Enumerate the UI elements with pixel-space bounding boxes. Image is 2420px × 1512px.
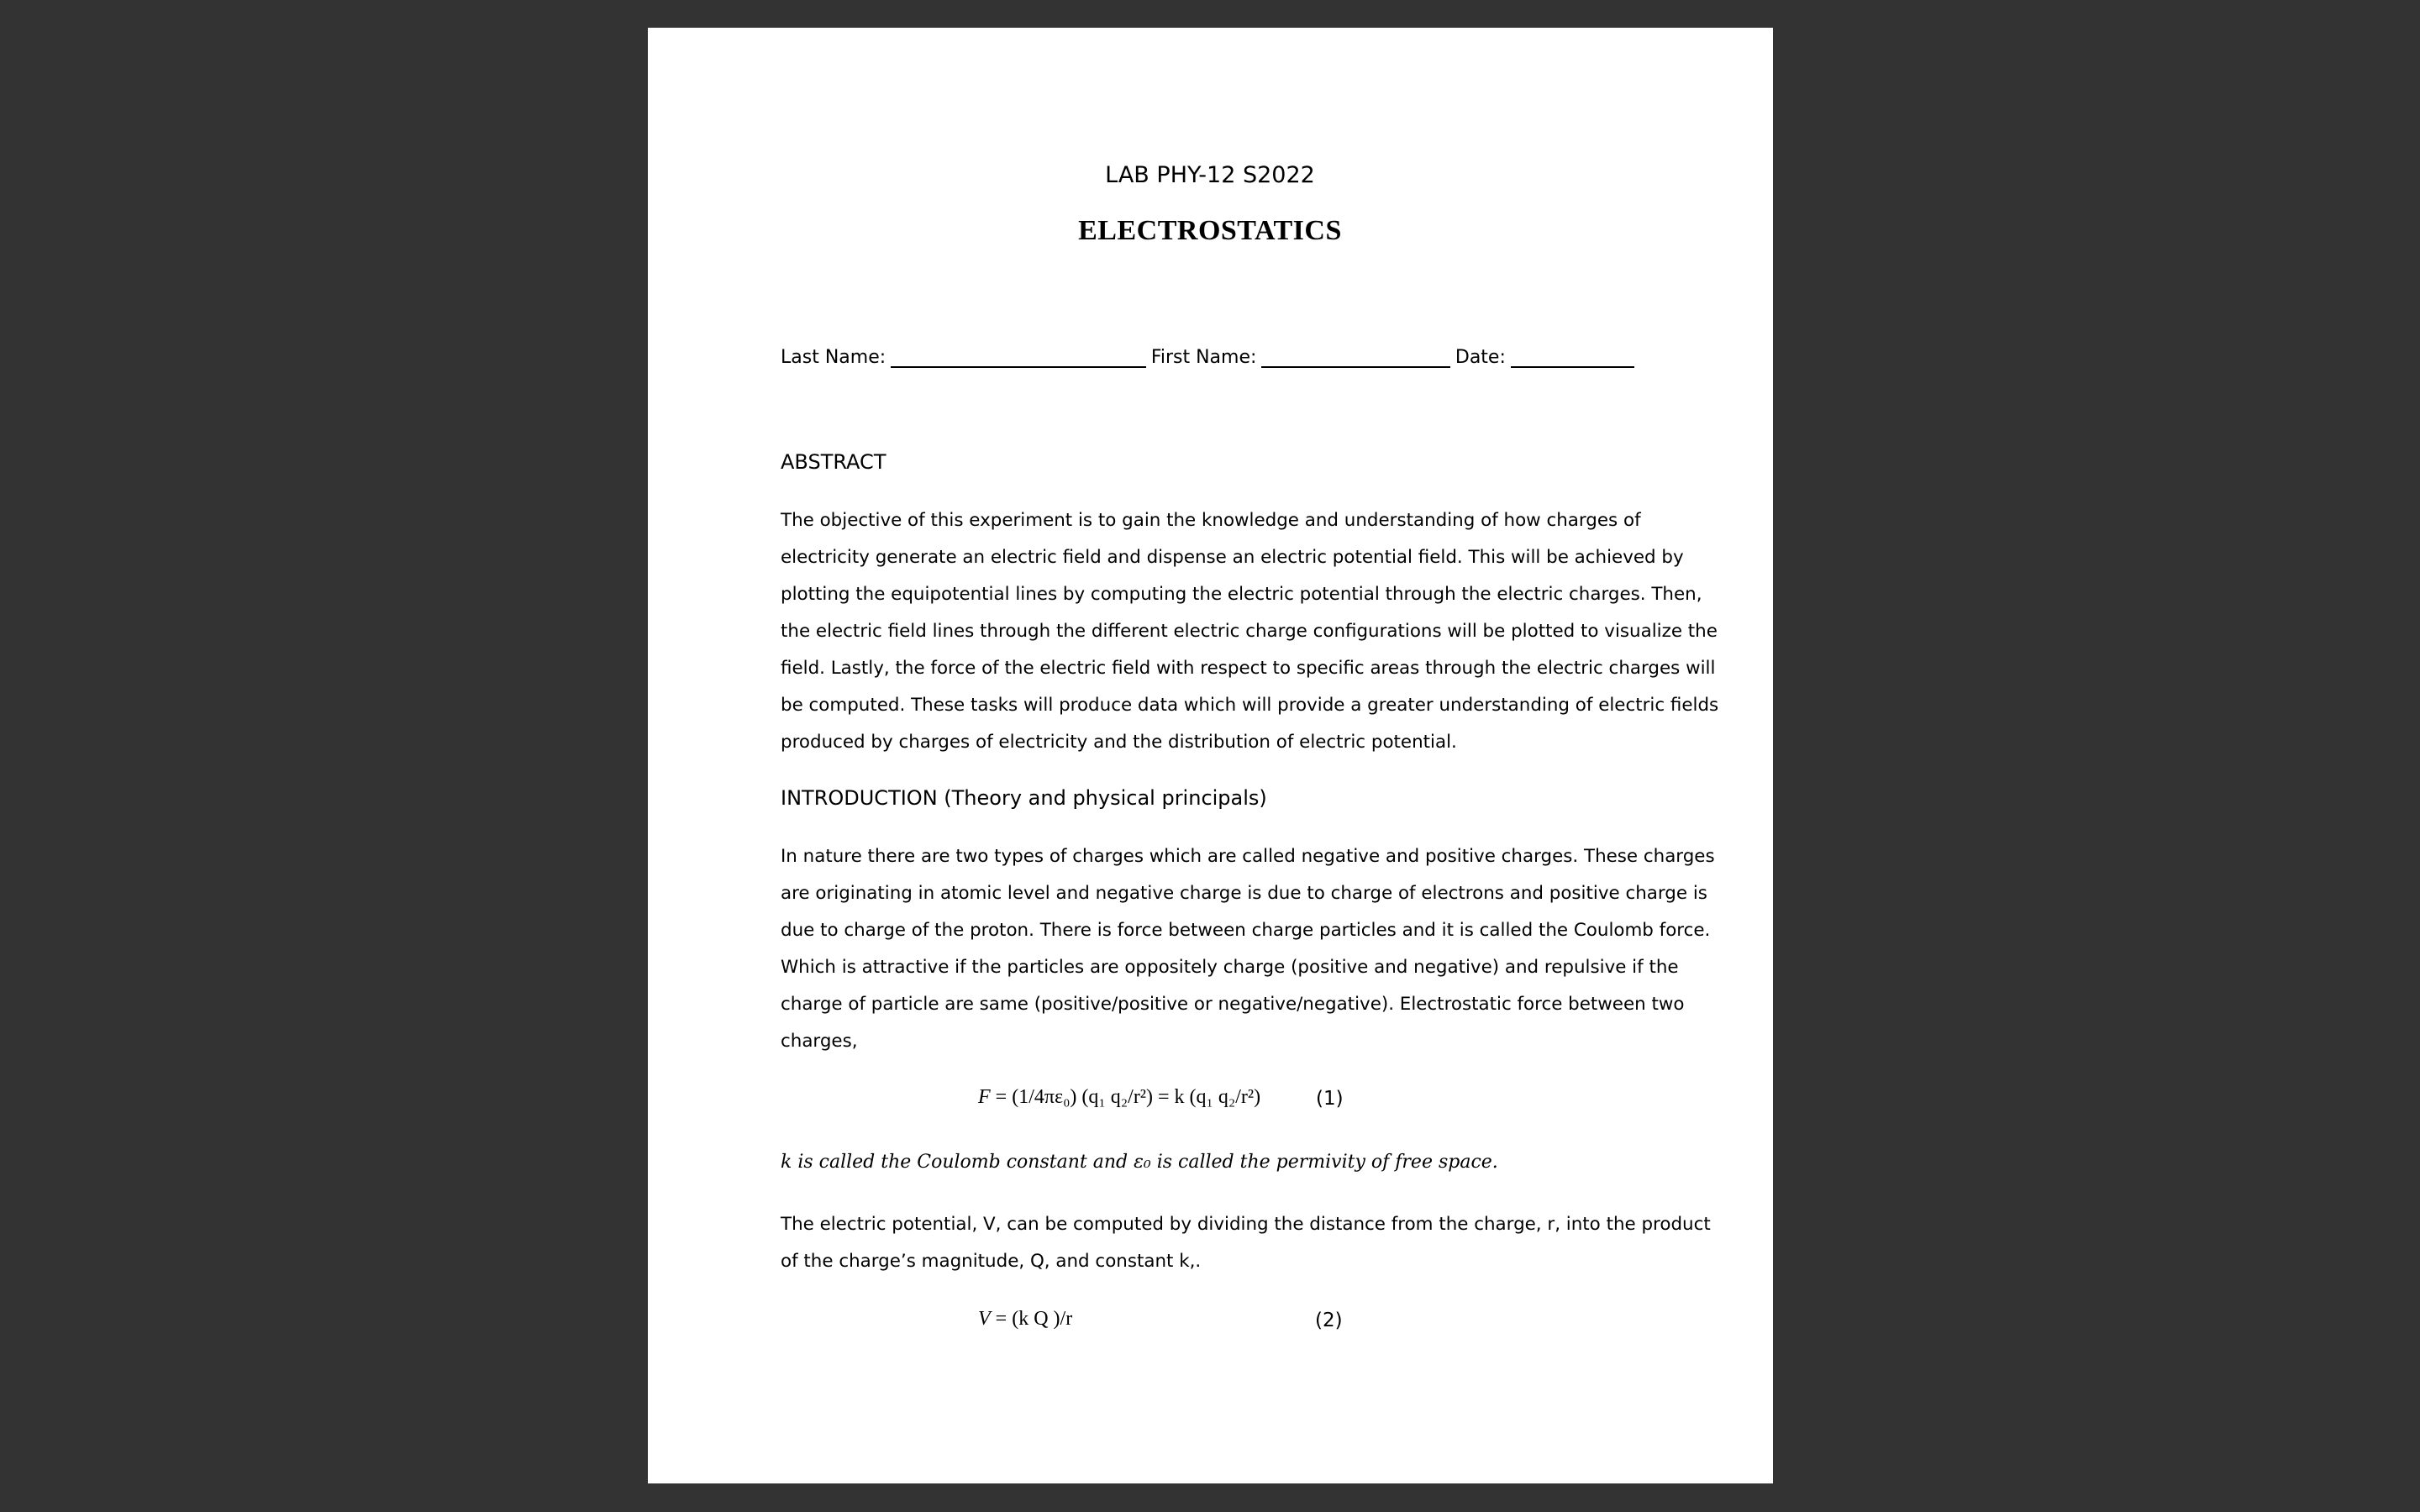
abstract-line: electricity generate an electric field and dispense an electric potential field. This will be achieved by [781, 547, 1684, 568]
document-title: ELECTROSTATICS [1078, 215, 1342, 246]
potential-paragraph [781, 1206, 1711, 1280]
last-name-blank[interactable] [891, 351, 1146, 368]
equation-variable: V [978, 1308, 991, 1330]
introduction-line: charges, [781, 1031, 858, 1052]
introduction-line: In nature there are two types of charges which are called negative and positive charges. These charges [781, 846, 1715, 867]
abstract-line: the electric field lines through the different electric charge configurations will be plotted to visualize the [781, 621, 1718, 642]
course-label: LAB PHY-12 S2022 [1105, 162, 1315, 188]
date-blank[interactable] [1511, 351, 1634, 368]
abstract-heading: ABSTRACT [781, 450, 886, 474]
date-label: Date: [1455, 347, 1506, 368]
potential-equation [978, 1308, 1072, 1331]
potential-line: The electric potential, V, can be computed by dividing the distance from the charge, r, into the product [781, 1214, 1711, 1235]
coulomb-equation [978, 1086, 1260, 1109]
name-fields-line [781, 347, 1639, 368]
abstract-line: be computed. These tasks will produce data which will provide a greater understanding of electric fields [781, 695, 1719, 716]
introduction-line: charge of particle are same (positive/positive or negative/negative). Electrostatic force between two [781, 994, 1685, 1015]
abstract-paragraph [781, 502, 1719, 761]
abstract-line: plotting the equipotential lines by computing the electric potential through the electric charges. Then, [781, 584, 1702, 605]
equation-number: (1) [1316, 1088, 1344, 1110]
introduction-line: due to charge of the proton. There is force between charge particles and it is called the Coulomb force. [781, 920, 1711, 941]
abstract-line: field. Lastly, the force of the electric field with respect to specific areas through the electric charges will [781, 658, 1716, 679]
coulomb-note: k is called the Coulomb constant and ε₀ is called the permivity of free space. [781, 1152, 1498, 1173]
last-name-label: Last Name: [781, 347, 886, 368]
abstract-line: The objective of this experiment is to gain the knowledge and understanding of how charges of [781, 510, 1641, 531]
potential-line: of the charge’s magnitude, Q, and constant k,. [781, 1251, 1202, 1272]
abstract-line: produced by charges of electricity and the distribution of electric potential. [781, 732, 1457, 753]
document-page [648, 28, 1773, 1483]
equation-number: (2) [1315, 1310, 1343, 1331]
first-name-label: First Name: [1150, 347, 1257, 368]
equation-expression: = (1/4πε₀) (q₁ q₂/r²) = k (q₁ q₂/r²) [990, 1086, 1261, 1108]
first-name-blank[interactable] [1261, 351, 1449, 368]
equation-variable: F [978, 1086, 991, 1108]
introduction-paragraph [781, 838, 1715, 1060]
introduction-line: are originating in atomic level and negative charge is due to charge of electrons and positive charge is [781, 883, 1707, 904]
introduction-heading: INTRODUCTION (Theory and physical principals) [781, 786, 1267, 810]
introduction-line: Which is attractive if the particles are oppositely charge (positive and negative) and repulsive if the [781, 957, 1679, 978]
equation-expression: = (k Q )/r [990, 1308, 1073, 1330]
